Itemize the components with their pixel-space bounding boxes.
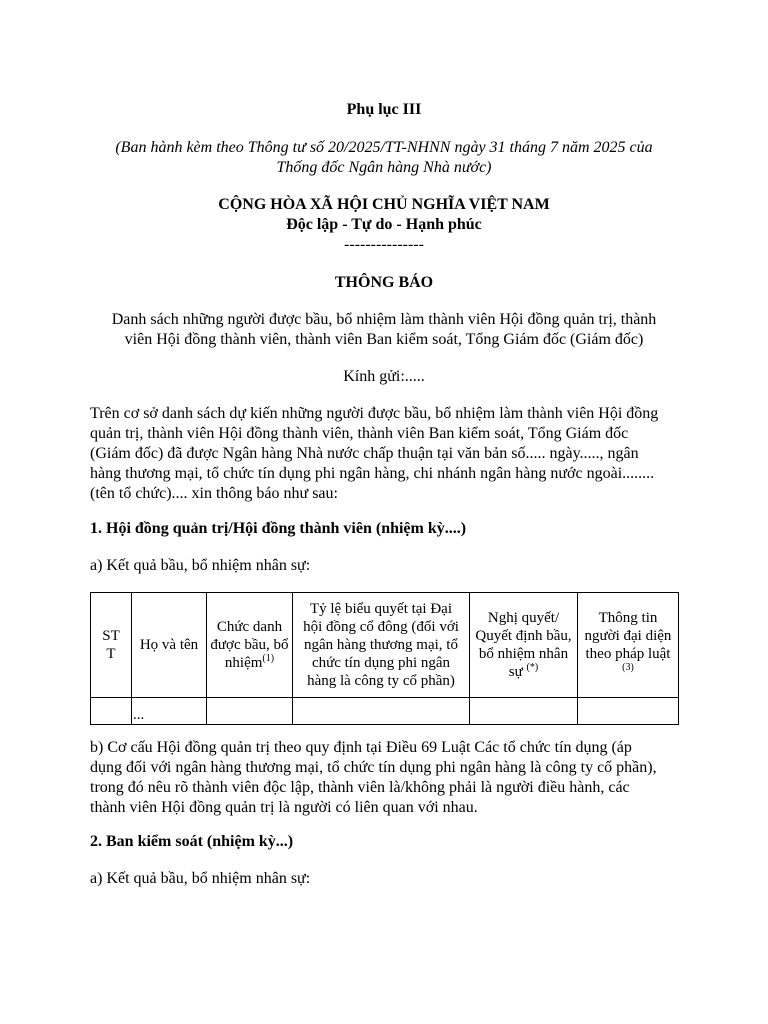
appendix-title: Phụ lục III [346, 101, 422, 118]
section1-sub-a: a) Kết quả bầu, bổ nhiệm nhân sự: [90, 557, 311, 574]
footnote-marker: (1) [262, 653, 275, 664]
notice-subtitle-line1: Danh sách những người được bầu, bổ nhiệm làm thành viên Hội đồng quản trị, thành [111, 311, 657, 328]
cell-representative [578, 698, 679, 725]
issuance-note-line1: (Ban hành kèm theo Thông tư số 20/2025/TT-NHNN ngày 31 tháng 7 năm 2025 của [115, 139, 653, 156]
sub-b-line: dụng đối với ngân hàng thương mại, tổ chức tín dụng phi ngân hàng là công ty cổ phần), [90, 759, 657, 776]
national-header [90, 195, 678, 255]
intro-line: hàng thương mại, tổ chức tín dụng phi ngân hàng, chi nhánh ngân hàng nước ngoài........ [90, 465, 655, 482]
national-motto: Độc lập - Tự do - Hạnh phúc [286, 216, 482, 233]
cell-position [207, 698, 293, 725]
section1-sub-b [90, 738, 680, 818]
table-row [91, 698, 679, 725]
cell-resolution [470, 698, 578, 725]
cell-name: ... [132, 698, 207, 725]
col-name-header: Họ và tên [132, 593, 207, 698]
intro-line: quản trị, thành viên Hội đồng thành viên, thành viên Ban kiểm soát, Tổng Giám đốc [90, 425, 629, 442]
notice-subtitle-line2: viên Hội đồng thành viên, thành viên Ban kiểm soát, Tổng Giám đốc (Giám đốc) [124, 331, 644, 348]
footnote-marker: (3) [622, 662, 634, 673]
cell-stt [91, 698, 132, 725]
country-name: CỘNG HÒA XÃ HỘI CHỦ NGHĨA VIỆT NAM [218, 196, 550, 213]
footnote-marker: (*) [526, 662, 539, 673]
section2-sub-a: a) Kết quả bầu, bổ nhiệm nhân sự: [90, 870, 311, 887]
issuance-note [90, 138, 678, 178]
col-representative-header: Thông tin người đại diện theo pháp luật $^{(3)}$ [578, 593, 679, 698]
intro-line: Trên cơ sở danh sách dự kiến những người được bầu, bổ nhiệm làm thành viên Hội đồng [90, 405, 659, 422]
notice-subtitle [90, 310, 678, 350]
issuance-note-line2: Thống đốc Ngân hàng Nhà nước) [276, 159, 492, 176]
sub-b-line: trong đó nêu rõ thành viên độc lập, thành viên là/không phải là người điều hành, các [90, 779, 630, 796]
col-resolution-header: Nghị quyết/ Quyết định bầu, bổ nhiệm nhân sự (*) [470, 593, 578, 698]
intro-paragraph [90, 404, 680, 504]
intro-line: (Giám đốc) đã được Ngân hàng Nhà nước chấp thuận tại văn bản số..... ngày....., ngân [90, 445, 639, 462]
sub-b-line: thành viên Hội đồng quản trị là người có liên quan với nhau. [90, 799, 478, 816]
intro-line: (tên tổ chức).... xin thông báo như sau: [90, 485, 338, 502]
col-stt-header: ST T [91, 593, 132, 698]
personnel-table [90, 592, 679, 725]
notice-title: THÔNG BÁO [334, 274, 434, 291]
header-separator: --------------- [344, 236, 424, 253]
sub-b-line: b) Cơ cấu Hội đồng quản trị theo quy định tại Điều 69 Luật Các tổ chức tín dụng (áp [90, 739, 632, 756]
col-position-header: Chức danh được bầu, bổ nhiệm$^{(1)}$ [207, 593, 293, 698]
addressee: Kính gửi:..... [343, 368, 425, 385]
table-header-row [91, 593, 679, 698]
section2-heading: 2. Ban kiểm soát (nhiệm kỳ...) [90, 833, 294, 850]
section1-heading: 1. Hội đồng quản trị/Hội đồng thành viên (nhiệm kỳ....) [90, 520, 467, 537]
cell-ratio [293, 698, 470, 725]
col-ratio-header: Tỷ lệ biểu quyết tại Đại hội đồng cổ đông (đối với ngân hàng thương mại, tổ chức tín dụng phi ngân hàng là công ty cổ phần) [293, 593, 470, 698]
